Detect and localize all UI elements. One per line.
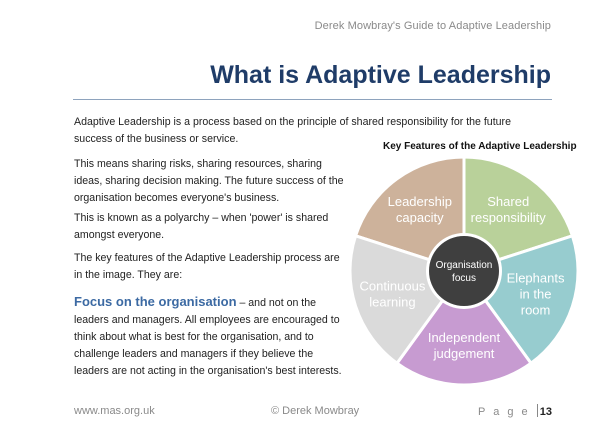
focus-paragraph <box>74 293 349 380</box>
segment-label: Independent judgement <box>427 330 501 362</box>
footer-page-indicator <box>478 404 552 418</box>
focus-heading: Focus on the organisation <box>74 294 237 309</box>
focus-text: – and not on the leaders and managers. All employees are encouraged to think about what is best for the organisation, and to challenge leaders and managers if they believe the leaders are not acting in the organisation's best interests. <box>74 297 342 377</box>
page-label: P a g e <box>478 406 531 418</box>
segment-label: Shared responsibility <box>470 194 546 226</box>
footer-copyright: © Derek Mowbray <box>271 405 360 417</box>
segment-label: Elephants in the room <box>506 270 565 318</box>
center-hub <box>429 236 499 306</box>
page-divider <box>537 404 538 417</box>
running-header: Derek Mowbray's Guide to Adaptive Leadership <box>314 20 551 32</box>
features-paragraph: The key features of the Adaptive Leadership process are in the image. They are: <box>74 252 340 281</box>
polyarchy-paragraph: This is known as a polyarchy – when 'power' is shared amongst everyone. <box>74 212 329 241</box>
title-divider <box>73 99 552 100</box>
page-number: 13 <box>539 406 552 418</box>
footer-website: www.mas.org.uk <box>74 405 155 417</box>
center-label: Organisation focus <box>435 260 493 284</box>
segment-label: Continuous learning <box>359 278 426 310</box>
sharing-paragraph: This means sharing risks, sharing resources, sharing ideas, sharing decision making. The future success of the organisation becomes everyone's business. <box>74 158 344 204</box>
page-title: What is Adaptive Leadership <box>210 61 551 89</box>
diagram-title: Key Features of the Adaptive Leadership <box>383 141 577 152</box>
features-wheel-diagram <box>349 154 579 389</box>
intro-paragraph: Adaptive Leadership is a process based on the principle of shared responsibility for the future success of the business or service. <box>74 116 511 145</box>
segment-label: Leadership capacity <box>387 194 452 226</box>
